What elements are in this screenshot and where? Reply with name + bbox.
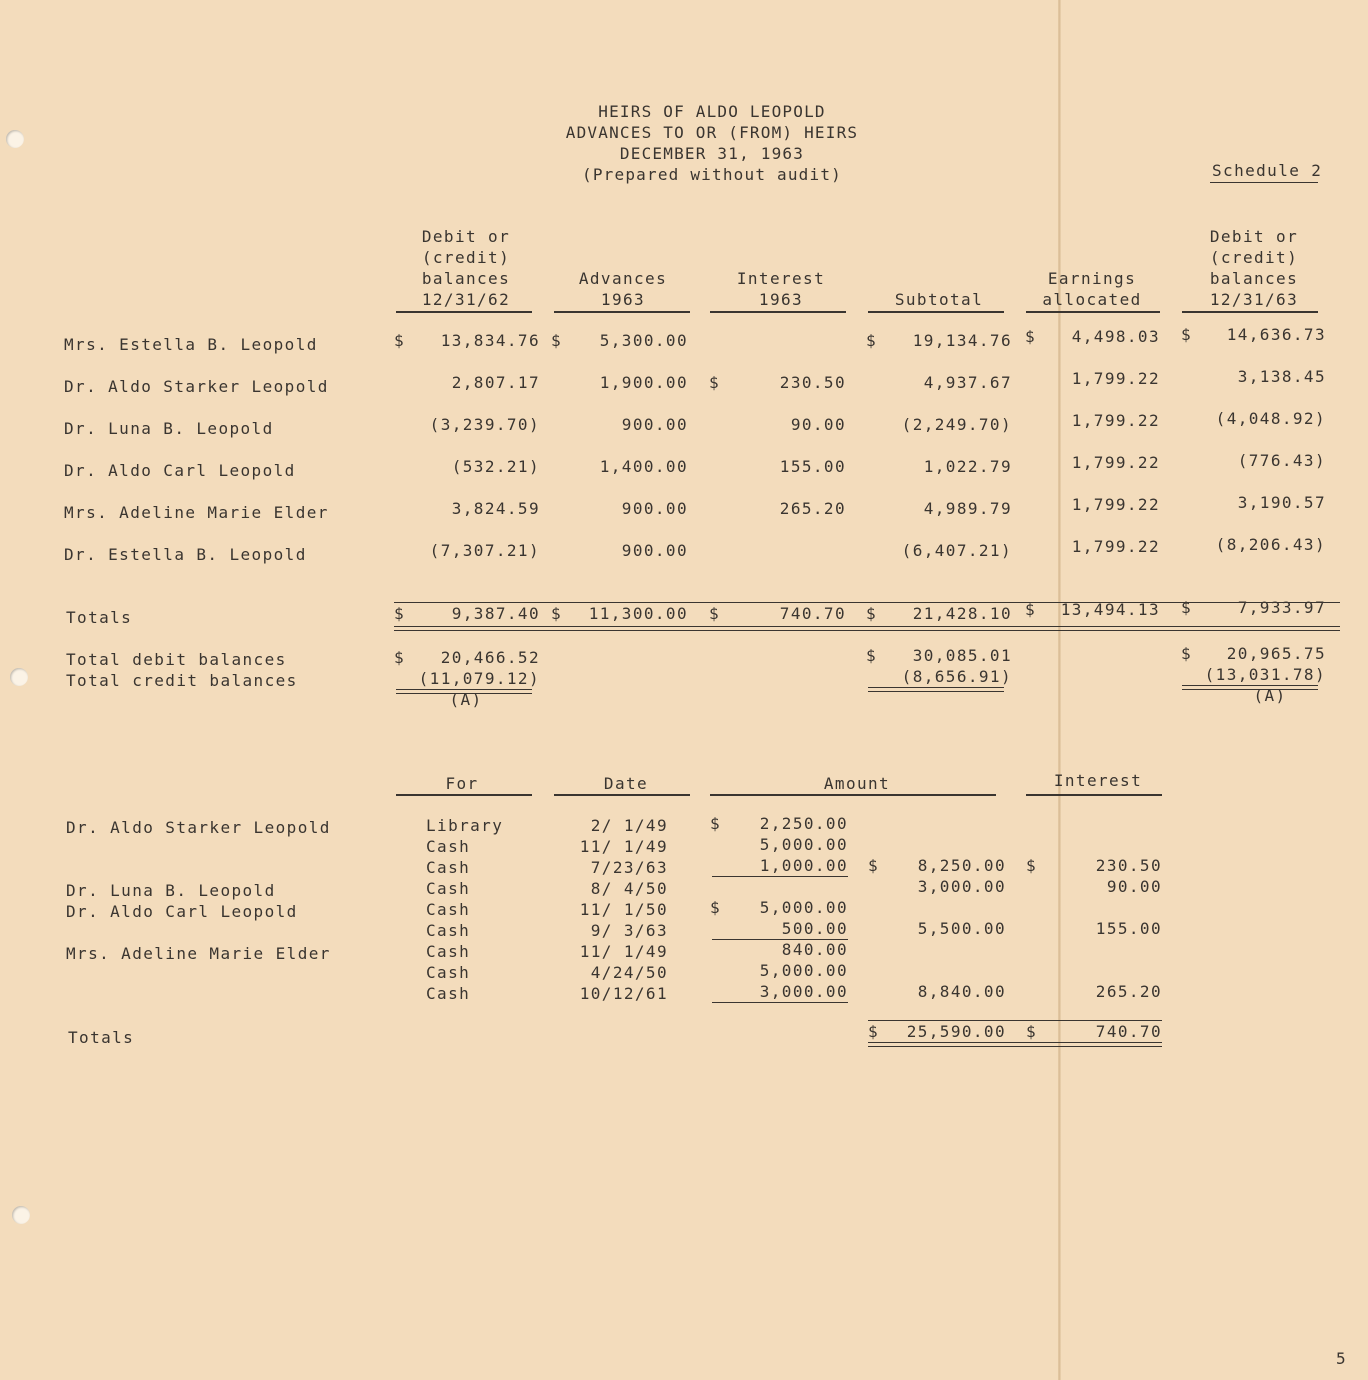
amount-cell: 2,250.00 [759,814,848,833]
column-header-4: Subtotal [894,290,984,309]
payee-name: Dr. Luna B. Leopold [66,881,276,900]
column-header-6: balances [1209,269,1299,288]
amount-cell: 230.50 [779,373,846,392]
table2-header-for: For [445,774,479,793]
amount-cell: 900.00 [621,541,688,560]
date-cell: 2/ 1/49 [590,816,668,835]
table2-header-interest: Interest [1053,771,1143,790]
amount-cell: 4,937.67 [923,373,1012,392]
column-header-1: balances [421,269,511,288]
totals-double-rule [394,626,1340,631]
interest-cell: 265.20 [1095,982,1162,1001]
header-underline [1026,794,1162,796]
header-underline [1182,311,1318,313]
amount-cell: (6,407.21) [901,541,1012,560]
purpose-cell: Cash [426,858,471,877]
amount-cell: 900.00 [621,415,688,434]
amount-rule [712,1002,848,1003]
dollar-sign: $ [710,814,722,833]
interest-cell: 90.00 [1106,877,1162,896]
dollar-sign: $ [551,331,563,350]
amount-cell: 1,900.00 [599,373,688,392]
column-header-6: (credit) [1209,248,1299,267]
header-underline [396,311,532,313]
amount-cell: 14,636.73 [1226,325,1326,344]
totals-top-rule [868,1020,1162,1021]
column-header-5: Earnings [1047,269,1137,288]
amount-cell: 5,000.00 [759,898,848,917]
amount-cell: 3,138.45 [1237,367,1326,386]
date-cell: 9/ 3/63 [590,921,668,940]
column-header-1: (credit) [421,248,511,267]
amount-rule [712,939,848,940]
amount-cell: 1,022.79 [923,457,1012,476]
dollar-sign: $ [868,1022,880,1041]
subtotal-cell: 8,840.00 [917,982,1006,1001]
amount-cell: (776.43) [1237,451,1326,470]
header-underline [554,794,690,796]
page-number: 5 [1336,1349,1348,1368]
heir-name: Dr. Luna B. Leopold [64,419,274,438]
amount-cell: 3,824.59 [451,499,540,518]
doc-note: (Prepared without audit) [582,165,842,184]
amount-cell: (3,239.70) [429,415,540,434]
table2-header-date: Date [603,774,649,793]
column-header-2: Advances [578,269,668,288]
credit-total: (13,031.78) [1204,665,1326,684]
amount-cell: 5,300.00 [599,331,688,350]
dollar-sign: $ [551,604,563,623]
subtotal-cell: 3,000.00 [917,877,1006,896]
total-cell: 13,494.13 [1060,600,1160,619]
amount-cell: 1,799.22 [1071,411,1160,430]
amount-cell: 900.00 [621,499,688,518]
page-fold [1058,0,1061,1380]
amount-cell: 1,400.00 [599,457,688,476]
dollar-sign: $ [394,331,406,350]
amount-cell: 265.20 [779,499,846,518]
amount-cell: 1,799.22 [1071,537,1160,556]
purpose-cell: Cash [426,921,471,940]
dollar-sign: $ [1181,598,1193,617]
date-cell: 11/ 1/49 [579,837,668,856]
interest-cell: 155.00 [1095,919,1162,938]
punch-hole [12,1206,30,1224]
amount-cell: 1,799.22 [1071,495,1160,514]
dollar-sign: $ [1025,600,1037,619]
debit-total: 30,085.01 [912,646,1012,665]
column-header-1: 12/31/62 [421,290,511,309]
column-header-1: Debit or [421,227,511,246]
header-underline [396,794,532,796]
amount-cell: 1,799.22 [1071,453,1160,472]
heir-name: Dr. Estella B. Leopold [64,545,307,564]
interest-cell: 230.50 [1095,856,1162,875]
header-underline [1026,311,1160,313]
amount-cell: 3,000.00 [759,982,848,1001]
payee-name: Dr. Aldo Carl Leopold [66,902,298,921]
amount-cell: 500.00 [781,919,848,938]
amount-cell: 3,190.57 [1237,493,1326,512]
amount-cell: 4,989.79 [923,499,1012,518]
purpose-cell: Library [426,816,504,835]
column-header-2: 1963 [600,290,646,309]
heir-name: Dr. Aldo Carl Leopold [64,461,296,480]
dollar-sign: $ [710,898,722,917]
purpose-cell: Cash [426,879,471,898]
credit-label: Total credit balances [66,671,298,690]
subtotal-cell: 5,500.00 [917,919,1006,938]
date-cell: 11/ 1/49 [579,942,668,961]
dollar-sign: $ [868,856,880,875]
dollar-sign: $ [1026,1022,1038,1041]
note-a: (A) [449,690,483,709]
purpose-cell: Cash [426,837,471,856]
header-underline [554,311,690,313]
grand-total-interest: 740.70 [1095,1022,1162,1041]
subtotal-cell: 8,250.00 [917,856,1006,875]
debit-label: Total debit balances [66,650,287,669]
amount-rule [712,876,848,877]
doc-date: DECEMBER 31, 1963 [619,144,805,163]
amount-cell: 4,498.03 [1071,327,1160,346]
total-cell: 21,428.10 [912,604,1012,623]
dollar-sign: $ [1025,327,1037,346]
dollar-sign: $ [709,604,721,623]
amount-cell: 155.00 [779,457,846,476]
amount-cell: (4,048.92) [1215,409,1326,428]
date-cell: 7/23/63 [590,858,668,877]
payee-name: Dr. Aldo Starker Leopold [66,818,331,837]
amount-cell: 5,000.00 [759,835,848,854]
heir-name: Mrs. Adeline Marie Elder [64,503,329,522]
dollar-sign: $ [866,604,878,623]
total-cell: 740.70 [779,604,846,623]
heir-name: Mrs. Estella B. Leopold [64,335,318,354]
payee-name: Mrs. Adeline Marie Elder [66,944,331,963]
column-header-6: Debit or [1209,227,1299,246]
amount-cell: 90.00 [790,415,846,434]
punch-hole [6,130,24,148]
doc-title: HEIRS OF ALDO LEOPOLD [598,102,826,121]
total-cell: 11,300.00 [588,604,688,623]
note-a: (A) [1253,686,1287,705]
column-header-6: 12/31/63 [1209,290,1299,309]
amount-cell: (2,249.70) [901,415,1012,434]
dollar-sign: $ [394,648,406,667]
date-cell: 4/24/50 [590,963,668,982]
debit-total: 20,466.52 [440,648,540,667]
purpose-cell: Cash [426,984,471,1003]
dollar-sign: $ [394,604,406,623]
amount-cell: 13,834.76 [440,331,540,350]
column-header-5: allocated [1042,290,1142,309]
purpose-cell: Cash [426,963,471,982]
balance-double-rule [868,687,1004,692]
amount-cell: (532.21) [451,457,540,476]
header-underline [868,311,1004,313]
debit-total: 20,965.75 [1226,644,1326,663]
dollar-sign: $ [866,646,878,665]
dollar-sign: $ [866,331,878,350]
schedule-label: Schedule 2 [1212,161,1323,180]
dollar-sign: $ [1181,325,1193,344]
date-cell: 8/ 4/50 [590,879,668,898]
column-header-3: Interest [736,269,826,288]
amount-cell: 19,134.76 [912,331,1012,350]
purpose-cell: Cash [426,900,471,919]
schedule-underline [1210,182,1318,183]
credit-total: (8,656.91) [901,667,1012,686]
header-underline [710,794,996,796]
date-cell: 11/ 1/50 [579,900,668,919]
heir-name: Dr. Aldo Starker Leopold [64,377,329,396]
amount-cell: (8,206.43) [1215,535,1326,554]
amount-cell: 840.00 [781,940,848,959]
dollar-sign: $ [1181,644,1193,663]
purpose-cell: Cash [426,942,471,961]
dollar-sign: $ [1026,856,1038,875]
amount-cell: 1,799.22 [1071,369,1160,388]
grand-total-amount: 25,590.00 [906,1022,1006,1041]
total-cell: 9,387.40 [451,604,540,623]
amount-cell: 2,807.17 [451,373,540,392]
header-underline [710,311,846,313]
column-header-3: 1963 [758,290,804,309]
totals-label: Totals [68,1028,135,1047]
total-cell: 7,933.97 [1237,598,1326,617]
amount-cell: (7,307.21) [429,541,540,560]
date-cell: 10/12/61 [579,984,668,1003]
doc-subtitle: ADVANCES TO OR (FROM) HEIRS [565,123,859,142]
totals-label: Totals [66,608,133,627]
totals-double-rule [868,1042,1162,1047]
amount-cell: 1,000.00 [759,856,848,875]
dollar-sign: $ [709,373,721,392]
punch-hole [10,668,28,686]
table2-header-amount: Amount [823,774,891,793]
credit-total: (11,079.12) [418,669,540,688]
amount-cell: 5,000.00 [759,961,848,980]
